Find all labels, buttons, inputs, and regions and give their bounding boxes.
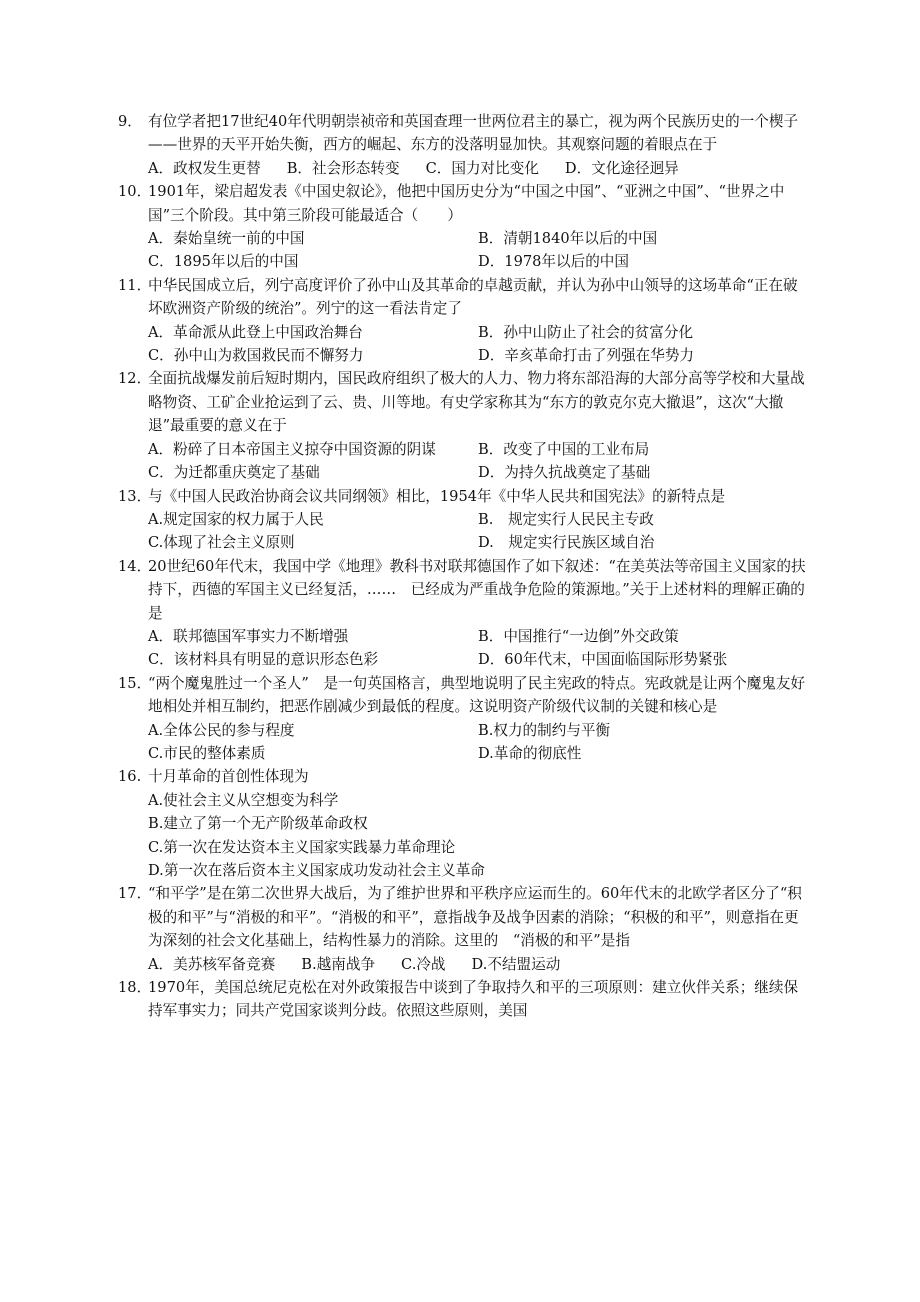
question-stem: 1970年，美国总统尼克松在对外政策报告中谈到了争取持久和平的三项原则：建立伙伴关系；继续保持军事实力；同共产党国家谈判分歧。依照这些原则，美国	[148, 979, 799, 1020]
question-9	[118, 976, 808, 1023]
option-c: C.体现了社会主义原则	[148, 534, 295, 552]
option-d: D．1978年以后的中国	[478, 253, 629, 271]
option-d: D．为持久抗战奠定了基础	[478, 464, 651, 482]
option-a: A．政权发生更替	[148, 159, 261, 177]
options-list	[148, 508, 808, 555]
question-1	[118, 180, 808, 274]
question-number: 13．	[118, 487, 152, 505]
option-d: D．60年代末，中国面临国际形势紧张	[478, 651, 728, 669]
question-0	[118, 110, 808, 180]
question-stem: “两个魔鬼胜过一个圣人” 是一句英国格言，典型地说明了民主宪政的特点。宪政就是让两个魔鬼友好地相处并相互制约，把恶作剧减少到最低的程度。这说明资产阶级代议制的关键和核心是	[148, 674, 806, 716]
option-c: C.第一次在发达资本主义国家实践暴力革命理论	[148, 838, 456, 856]
option-c: C．国力对比变化	[425, 159, 539, 177]
question-stem: 中华民国成立后，列宁高度评价了孙中山及其革命的卓越贡献，并认为孙中山领导的这场革命“正在破坏欧洲资产阶级的统治”。列宁的这一看法肯定了	[148, 276, 798, 318]
option-c: C．1895年以后的中国	[148, 253, 299, 271]
question-stem: 全面抗战爆发前后短时期内，国民政府组织了极大的人力、物力将东部沿海的大部分高等学校和大量战略物资、工矿企业抢运到了云、贵、川等地。有史学家称其为“东方的敦克尔克大撤退”，这次“大撤退”最重要的意义在于	[148, 370, 805, 435]
option-d: D. 规定实行民族区域自治	[478, 534, 655, 552]
question-number: 18．	[118, 979, 152, 997]
option-b: B．社会形态转变	[286, 159, 400, 177]
option-d: D.第一次在落后资本主义国家成功发动社会主义革命	[148, 862, 485, 879]
question-stem: 20世纪60年代末，我国中学《地理》教科书对联邦德国作了如下叙述：“在美英法等帝国主义国家的扶持下，西德的军国主义已经复活，…… 已经成为严重战争危险的策源地。”关于上述材料的理解正确的是	[148, 557, 806, 622]
question-2	[118, 274, 808, 368]
option-b: B．改变了中国的工业布局	[478, 440, 650, 458]
option-b: B.建立了第一个无产阶级革命政权	[148, 815, 368, 833]
question-number: 16.	[118, 768, 142, 786]
question-8	[118, 882, 808, 976]
option-c: C．为迁都重庆奠定了基础	[148, 464, 320, 482]
question-5	[118, 555, 808, 672]
option-b: B．中国推行“一边倒”外交政策	[478, 627, 679, 645]
option-c: C.冷战	[401, 955, 446, 973]
option-a: A．秦始皇统一前的中国	[148, 230, 305, 248]
options-list	[148, 625, 808, 672]
question-number: 9．	[118, 113, 142, 130]
question-6	[118, 672, 808, 766]
question-stem: 十月革命的首创性体现为	[148, 768, 309, 786]
options-list	[148, 227, 808, 274]
option-b: B. 规定实行人民民主专政	[478, 510, 654, 528]
option-c: C.市民的整体素质	[148, 744, 266, 762]
option-a: A.规定国家的权力属于人民	[148, 510, 324, 528]
option-b: B.越南战争	[301, 955, 376, 973]
option-a: A．联邦德国军事实力不断增强	[148, 627, 349, 645]
option-d: D.不结盟运动	[471, 955, 561, 973]
question-number: 12．	[118, 370, 152, 388]
question-stem: “和平学”是在第二次世界大战后，为了维护世界和平秩序应运而生的。60年代末的北欧学者区分了“积极的和平”与“消极的和平”。“消极的和平”，意指战争及战争因素的消除；“积极的和平”，则意指在更为深刻的社会文化基础上，结构性暴力的消除。这里的 “消极的和平”是指	[148, 885, 802, 950]
question-number: 15．	[118, 674, 152, 692]
option-a: A．粉碎了日本帝国主义掠夺中国资源的阴谋	[148, 440, 436, 458]
exam-page	[118, 110, 808, 1023]
options-list	[148, 157, 808, 180]
option-a: A．美苏核军备竞赛	[148, 955, 276, 973]
option-b: B．清朝1840年以后的中国	[478, 230, 658, 248]
options-list	[148, 789, 808, 883]
option-d: D．文化途径迥异	[564, 159, 679, 177]
question-7	[118, 765, 808, 882]
option-a: A．革命派从此登上中国政治舞台	[148, 323, 363, 341]
option-d: D．辛亥革命打击了列强在华势力	[478, 347, 695, 365]
option-c: C．孙中山为救国救民而不懈努力	[148, 347, 364, 365]
question-number: 17．	[118, 885, 152, 903]
option-a: A.使社会主义从空想变为科学	[148, 791, 339, 809]
question-number: 10．	[118, 183, 152, 201]
question-4	[118, 485, 808, 555]
question-stem: 1901年，梁启超发表《中国史叙论》，他把中国历史分为“中国之中国”、“亚洲之中国”、“世界之中国”三个阶段。其中第三阶段可能最适合（ ）	[148, 183, 785, 224]
options-list	[148, 719, 808, 766]
question-stem: 有位学者把17世纪40年代明朝崇祯帝和英国查理一世两位君主的暴亡，视为两个民族历史的一个楔子——世界的天平开始失衡，西方的崛起、东方的没落明显加快。其观察问题的着眼点在于	[148, 113, 799, 154]
option-c: C．该材料具有明显的意识形态色彩	[148, 651, 379, 669]
option-b: B.权力的制约与平衡	[478, 721, 611, 739]
question-number: 14．	[118, 557, 152, 575]
question-stem: 与《中国人民政治协商会议共同纲领》相比，1954年《中华人民共和国宪法》的新特点是	[148, 487, 726, 505]
options-list	[148, 953, 808, 976]
options-list	[148, 321, 808, 368]
option-b: B．孙中山防止了社会的贫富分化	[478, 323, 694, 341]
question-number: 11．	[118, 276, 152, 294]
options-list	[148, 438, 808, 485]
option-a: A.全体公民的参与程度	[148, 721, 295, 739]
question-3	[118, 367, 808, 484]
option-d: D.革命的彻底性	[478, 744, 582, 762]
